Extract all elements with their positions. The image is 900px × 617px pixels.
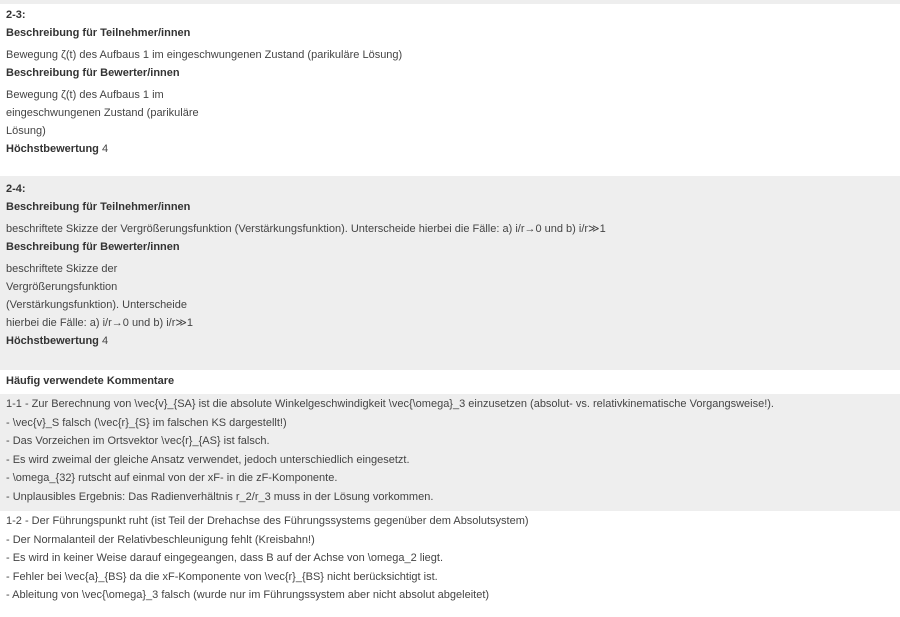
reviewer-line: Vergrößerungsfunktion: [6, 281, 118, 293]
comment-line[interactable]: - Das Vorzeichen im Ortsvektor \vec{r}_{AS} ist falsch.: [6, 435, 270, 447]
comment-line[interactable]: - Es wird in keiner Weise darauf eingegeangen, dass B auf der Achse von \omega_2 liegt.: [6, 552, 444, 564]
criterion-id: 2-4:: [6, 183, 26, 195]
max-score-value: 4: [101, 335, 109, 347]
comment-group-1-1[interactable]: [0, 394, 900, 511]
reviewer-description: [6, 86, 894, 140]
reviewer-line: Lösung): [6, 125, 46, 137]
comments-heading: Häufig verwendete Kommentare: [6, 375, 175, 387]
criterion-id: 2-3:: [6, 9, 26, 21]
reviewer-line: beschriftete Skizze der: [6, 263, 118, 275]
max-score-label: Höchstbewertung: [6, 143, 99, 155]
comment-group-1-2[interactable]: [0, 511, 900, 611]
reviewer-description: [6, 260, 894, 332]
max-score: [6, 140, 894, 158]
comment-line[interactable]: 1-2 - Der Führungspunkt ruht (ist Teil der Drehachse des Führungssystems gegenüber dem Absolutsystem): [6, 515, 529, 527]
participant-heading: Beschreibung für Teilnehmer/innen: [6, 201, 191, 213]
reviewer-heading: Beschreibung für Bewerter/innen: [6, 241, 180, 253]
comment-line[interactable]: 1-1 - Zur Berechnung von \vec{v}_{SA} ist die absolute Winkelgeschwindigkeit \vec{\omega}_3 einzusetzen (absolut- vs. relativkinematische Vorgangsweise!).: [6, 398, 774, 410]
reviewer-line: Bewegung ζ(t) des Aufbaus 1 im: [6, 89, 164, 101]
max-score: [6, 332, 894, 350]
comments-section-header: [0, 370, 900, 394]
comment-line[interactable]: - Der Normalanteil der Relativbeschleunigung fehlt (Kreisbahn!): [6, 533, 315, 546]
reviewer-line: (Verstärkungsfunktion). Unterscheide: [6, 299, 187, 311]
comment-line[interactable]: - Unplausibles Ergebnis: Das Radienverhältnis r_2/r_3 muss in der Lösung vorkommen.: [6, 490, 434, 503]
comment-line[interactable]: - Es wird zweimal der gleiche Ansatz verwendet, jedoch unterschiedlich eingesetzt.: [6, 453, 410, 466]
comment-line[interactable]: - Fehler bei \vec{a}_{BS} da die xF-Komponente von \vec{r}_{BS} nicht berücksichtigt ist.: [6, 570, 438, 583]
max-score-value: 4: [101, 143, 109, 155]
participant-heading: Beschreibung für Teilnehmer/innen: [6, 27, 191, 39]
reviewer-line: eingeschwungenen Zustand (parikuläre: [6, 107, 199, 119]
comment-line[interactable]: - \omega_{32} rutscht auf einmal von der xF- in die zF-Komponente.: [6, 472, 338, 484]
criterion-2-4: [0, 176, 900, 370]
participant-description: Bewegung ζ(t) des Aufbaus 1 im eingeschwungenen Zustand (parikuläre Lösung): [6, 49, 403, 61]
reviewer-line: hierbei die Fälle: a) i/r→0 und b) i/r≫1: [6, 317, 193, 329]
comment-line[interactable]: - \vec{v}_S falsch (\vec{r}_{S} im falschen KS dargestellt!): [6, 416, 287, 429]
participant-description: beschriftete Skizze der Vergrößerungsfunktion (Verstärkungsfunktion). Unterscheide hierbei die Fälle: a) i/r→0 und b) i/r≫1: [6, 223, 606, 235]
reviewer-heading: Beschreibung für Bewerter/innen: [6, 67, 180, 79]
max-score-label: Höchstbewertung: [6, 335, 99, 347]
comment-line[interactable]: - Ableitung von \vec{\omega}_3 falsch (wurde nur im Führungssystem aber nicht absolut abgeleitet): [6, 589, 490, 601]
criterion-2-3: [0, 4, 900, 176]
